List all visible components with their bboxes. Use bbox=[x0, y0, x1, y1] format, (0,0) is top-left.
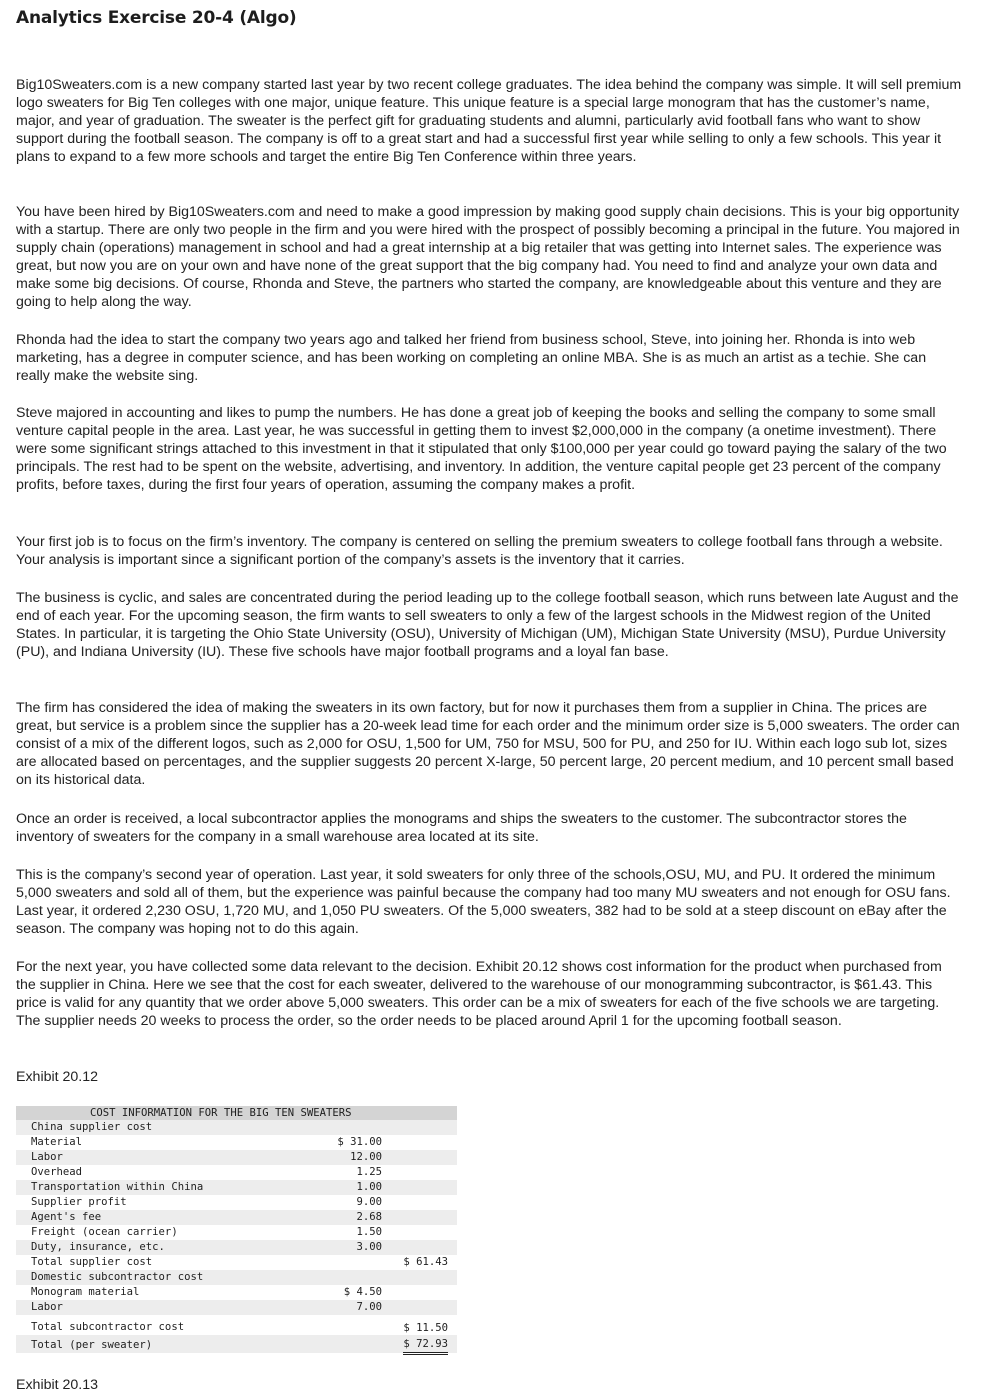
row-label: Transportation within China bbox=[31, 1181, 204, 1193]
row-value: 3.00 bbox=[356, 1241, 382, 1253]
row-label: Material bbox=[31, 1136, 83, 1148]
table-row bbox=[16, 1315, 457, 1335]
paragraph-hired: You have been hired by Big10Sweaters.com and need to make a good impression by making good supply chain decisions. This is your big opportunity with a startup. There are only two people in the firm and you were hired with the prospect of possibly becoming a principal in the future. You majored in supply chain (operations) management in school and had a great internship at a big retailer that was getting into Internet sales. The experience was great, but now you are on your own and have none of the great support that the big company had. You need to find and analyze your own data and make some big decisions. Of course, Rhonda and Steve, the partners who started the company, are knowledgeable about this venture and they are going to help along the way. bbox=[16, 204, 960, 310]
row-label: Duty, insurance, etc. bbox=[31, 1241, 165, 1253]
table-row bbox=[16, 1225, 457, 1240]
exhibit-20-12-label: Exhibit 20.12 bbox=[16, 1069, 99, 1085]
row-label: Total (per sweater) bbox=[31, 1339, 153, 1351]
row-label: Agent's fee bbox=[31, 1211, 102, 1223]
row-total: $ 61.43 bbox=[403, 1256, 448, 1268]
exercise-page bbox=[16, 0, 962, 1393]
row-grand-total: $ 72.93 bbox=[403, 1337, 448, 1355]
row-label: Overhead bbox=[31, 1166, 83, 1178]
row-label: Freight (ocean carrier) bbox=[31, 1226, 178, 1238]
row-value: $ 4.50 bbox=[343, 1286, 382, 1298]
row-label: Monogram material bbox=[31, 1286, 140, 1298]
row-total: $ 11.50 bbox=[403, 1320, 448, 1337]
page-title: Analytics Exercise 20-4 (Algo) bbox=[16, 8, 297, 28]
row-value: 1.00 bbox=[356, 1181, 382, 1193]
row-label: Total subcontractor cost bbox=[31, 1321, 185, 1333]
paragraph-steve: Steve majored in accounting and likes to pump the numbers. He has done a great job of keeping the books and selling the company to some small venture capital people in the area. Last year, he was successful in getting them to invest $2,000,000 in the company (a onetime investment). There were some significant strings attached to this investment in that it stipulated that only $100,000 per year could go toward paying the salary of the two principals. The rest had to be spent on the website, advertising, and inventory. In addition, the venture capital people get 23 percent of the company profits, before taxes, during the first four years of operation, assuming the company makes a profit. bbox=[16, 405, 947, 493]
row-value: 2.68 bbox=[356, 1211, 382, 1223]
cost-information-table bbox=[16, 1106, 457, 1353]
exhibit-20-13-label: Exhibit 20.13 bbox=[16, 1377, 99, 1393]
table-row bbox=[16, 1150, 457, 1165]
table-row bbox=[16, 1285, 457, 1300]
table-title: COST INFORMATION FOR THE BIG TEN SWEATERS bbox=[16, 1106, 457, 1120]
row-value: 1.25 bbox=[356, 1166, 382, 1178]
table-row bbox=[16, 1255, 457, 1270]
paragraph-intro: Big10Sweaters.com is a new company started last year by two recent college graduates. The idea behind the company was simple. It will sell premium logo sweaters for Big Ten colleges with one major, unique feature. This unique feature is a special large monogram that has the customer’s name, major, and year of graduation. The sweater is the perfect gift for graduating students and alumni, particularly avid football fans who want to show support during the football season. The company is off to a great start and had a successful first year while selling to only a few schools. This year it plans to expand to a few more schools and target the entire Big Ten Conference within three years. bbox=[16, 77, 962, 165]
paragraph-subcontractor: Once an order is received, a local subcontractor applies the monograms and ships the sweaters to the customer. The subcontractor stores the inventory of sweaters for the company in a small warehouse area located at its site. bbox=[16, 811, 907, 845]
paragraph-rhonda: Rhonda had the idea to start the company two years ago and talked her friend from business school, Steve, into joining her. Rhonda is into web marketing, has a degree in computer science, and has been working on completing an online MBA. She is as much an artist as a techie. She can really make the website sing. bbox=[16, 332, 927, 384]
row-value: 1.50 bbox=[356, 1226, 382, 1238]
row-label: Labor bbox=[31, 1301, 63, 1313]
paragraph-business-cycle: The business is cyclic, and sales are concentrated during the period leading up to the college football season, which runs between late August and the end of each year. For the upcoming season, the firm wants to sell sweaters to only a few of the largest schools in the Midwest region of the United States. In particular, it is targeting the Ohio State University (OSU), University of Michigan (UM), Michigan State University (MSU), Purdue University (PU), and Indiana University (IU). These five schools have major football programs and a loyal fan base. bbox=[16, 590, 959, 660]
table-row bbox=[16, 1240, 457, 1255]
table-row bbox=[16, 1335, 457, 1353]
table-row bbox=[16, 1210, 457, 1225]
row-label: Labor bbox=[31, 1151, 63, 1163]
table-row bbox=[16, 1120, 457, 1135]
row-label: Domestic subcontractor cost bbox=[31, 1271, 204, 1283]
paragraph-next-year: For the next year, you have collected some data relevant to the decision. Exhibit 20.12 shows cost information for the product when purchased from the supplier in China. Here we see that the cost for each sweater, delivered to the warehouse of our monogramming subcontractor, is $61.43. This price is valid for any quantity that we order above 5,000 sweaters. This order can be a mix of sweaters for each of the five schools we are targeting. The supplier needs 20 weeks to process the order, so the order needs to be placed around April 1 for the upcoming football season. bbox=[16, 959, 942, 1029]
row-label: Supplier profit bbox=[31, 1196, 127, 1208]
table-row bbox=[16, 1165, 457, 1180]
paragraph-inventory: Your first job is to focus on the firm’s inventory. The company is centered on selling the premium sweaters to college football fans through a website. Your analysis is important since a significant portion of the company’s assets is the inventory that it carries. bbox=[16, 534, 943, 568]
row-label: Total supplier cost bbox=[31, 1256, 153, 1268]
paragraph-supplier: The firm has considered the idea of making the sweaters in its own factory, but for now it purchases them from a supplier in China. The prices are great, but service is a problem since the supplier has a 20-week lead time for each order and the minimum order size is 5,000 sweaters. The order can consist of a mix of the different logos, such as 2,000 for OSU, 1,500 for UM, 750 for MSU, 500 for PU, and 250 for IU. Within each logo sub lot, sizes are allocated based on percentages, and the supplier suggests 20 percent X-large, 50 percent large, 20 percent medium, and 10 percent small based on its historical data. bbox=[16, 700, 960, 788]
row-label: China supplier cost bbox=[31, 1121, 153, 1133]
row-value: 12.00 bbox=[350, 1151, 382, 1163]
table-row bbox=[16, 1195, 457, 1210]
table-row bbox=[16, 1180, 457, 1195]
row-value: $ 31.00 bbox=[337, 1136, 382, 1148]
row-value: 9.00 bbox=[356, 1196, 382, 1208]
paragraph-second-year: This is the company’s second year of operation. Last year, it sold sweaters for only three of the schools,OSU, MU, and PU. It ordered the minimum 5,000 sweaters and sold all of them, but the experience was painful because the company had too many MU sweaters and not enough for OSU fans. Last year, it ordered 2,230 OSU, 1,720 MU, and 1,050 PU sweaters. Of the 5,000 sweaters, 382 had to be sold at a steep discount on eBay after the season. The company was hoping not to do this again. bbox=[16, 867, 951, 937]
table-row bbox=[16, 1135, 457, 1150]
table-row bbox=[16, 1300, 457, 1315]
row-value: 7.00 bbox=[356, 1301, 382, 1313]
table-row bbox=[16, 1270, 457, 1285]
